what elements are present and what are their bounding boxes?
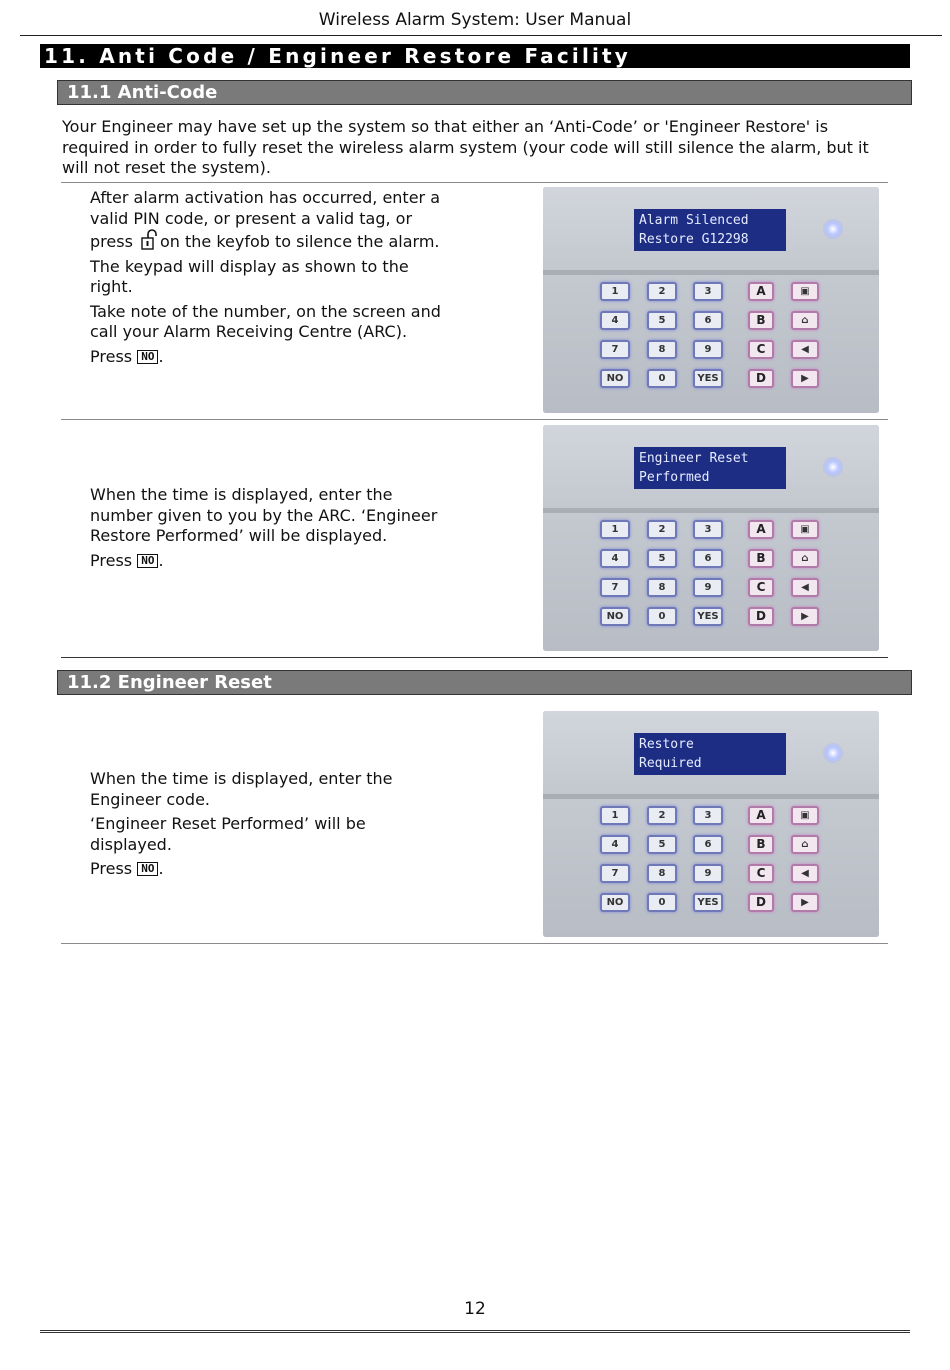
keypad-function-key-icon: ⌂ <box>791 835 819 854</box>
keypad-key-d: D <box>748 893 774 912</box>
keypad-function-key-icon: ▣ <box>791 806 819 825</box>
keypad-key-0: 0 <box>647 893 677 912</box>
keypad-key-3: 3 <box>693 806 723 825</box>
keypad-key-9: 9 <box>693 340 723 359</box>
keypad-key-2: 2 <box>647 282 677 301</box>
keypad-key-d: D <box>748 607 774 626</box>
keypad-key-1: 1 <box>600 282 630 301</box>
press-instruction: Press NO . <box>90 859 164 878</box>
keypad-key-1: 1 <box>600 806 630 825</box>
no-key-icon: NO <box>137 862 158 876</box>
keypad-key-d: D <box>748 369 774 388</box>
step-paragraph: Take note of the number, on the screen and call your Alarm Receiving Centre (ARC). <box>90 301 441 341</box>
keypad-key-b: B <box>748 835 774 854</box>
section-title-engineer-reset: 11.2 Engineer Reset <box>57 670 912 695</box>
keypad-lcd-display: Engineer Reset Performed <box>634 447 786 489</box>
keypad-lcd-display: Alarm Silenced Restore G12298 <box>634 209 786 251</box>
keypad-function-key-icon: ▣ <box>791 282 819 301</box>
keypad-key-6: 6 <box>693 835 723 854</box>
status-led-icon <box>823 457 843 477</box>
engineer-reset-step-text <box>90 769 450 884</box>
keypad-key-a: A <box>748 520 774 539</box>
keypad-key-9: 9 <box>693 864 723 883</box>
keypad-key-0: 0 <box>647 369 677 388</box>
keypad-key-b: B <box>748 549 774 568</box>
keypad-key-c: C <box>748 340 774 359</box>
keypad-illustration <box>543 425 879 651</box>
keypad-illustration <box>543 187 879 413</box>
step-paragraph: When the time is displayed, enter the number given to you by the ARC. ‘Engineer Restore Performed’ will be displayed. <box>90 485 438 545</box>
row-divider <box>61 657 888 658</box>
keypad-function-key-icon: ⌂ <box>791 549 819 568</box>
keypad-key-b: B <box>748 311 774 330</box>
keypad-key-a: A <box>748 806 774 825</box>
keypad-key-no: NO <box>600 607 630 626</box>
row-divider <box>61 182 888 183</box>
keypad-key-0: 0 <box>647 607 677 626</box>
row-divider <box>61 943 888 944</box>
keyfob-unlock-icon <box>140 229 158 251</box>
header-divider <box>20 35 942 36</box>
keypad-function-key-icon: ⌂ <box>791 311 819 330</box>
keypad-key-4: 4 <box>600 311 630 330</box>
keypad-key-8: 8 <box>647 340 677 359</box>
section-title-anti-code: 11.1 Anti-Code <box>57 80 912 105</box>
keypad-key-yes: YES <box>693 607 723 626</box>
keypad-key-5: 5 <box>647 311 677 330</box>
keypad-key-9: 9 <box>693 578 723 597</box>
press-instruction: Press NO . <box>90 346 164 366</box>
keypad-key-7: 7 <box>600 578 630 597</box>
keypad-key-2: 2 <box>647 520 677 539</box>
keypad-key-2: 2 <box>647 806 677 825</box>
keypad-key-8: 8 <box>647 864 677 883</box>
status-led-icon <box>823 219 843 239</box>
keypad-function-key-icon: ◀ <box>791 578 819 597</box>
keypad-key-no: NO <box>600 369 630 388</box>
step-paragraph: When the time is displayed, enter the Engineer code. <box>90 769 393 809</box>
status-led-icon <box>823 743 843 763</box>
keypad-key-3: 3 <box>693 520 723 539</box>
keypad-illustration <box>543 711 879 937</box>
step-paragraph: After alarm activation has occurred, enter a valid PIN code, or present a valid tag, or press on the keyfob to silence the alarm. <box>90 188 441 251</box>
keypad-key-4: 4 <box>600 549 630 568</box>
press-instruction: Press NO . <box>90 550 164 570</box>
keypad-key-7: 7 <box>600 864 630 883</box>
page-header-title: Wireless Alarm System: User Manual <box>318 10 632 30</box>
anti-code-step-2-text <box>90 485 450 575</box>
keypad-function-key-icon: ◀ <box>791 864 819 883</box>
keypad-key-no: NO <box>600 893 630 912</box>
chapter-title: 11. Anti Code / Engineer Restore Facility <box>40 44 910 68</box>
keypad-key-c: C <box>748 578 774 597</box>
keypad-key-a: A <box>748 282 774 301</box>
keypad-function-key-icon: ▣ <box>791 520 819 539</box>
keypad-key-3: 3 <box>693 282 723 301</box>
row-divider <box>61 419 888 420</box>
keypad-key-4: 4 <box>600 835 630 854</box>
keypad-key-5: 5 <box>647 549 677 568</box>
keypad-key-c: C <box>748 864 774 883</box>
page-number: 12 <box>464 1299 486 1319</box>
step-paragraph: ‘Engineer Reset Performed’ will be displayed. <box>90 814 366 854</box>
keypad-function-key-icon: ◀ <box>791 340 819 359</box>
keypad-function-key-icon: ▶ <box>791 607 819 626</box>
keypad-lcd-display: Restore Required <box>634 733 786 775</box>
no-key-icon: NO <box>137 350 158 364</box>
keypad-key-1: 1 <box>600 520 630 539</box>
footer-divider <box>40 1330 910 1334</box>
step-paragraph: The keypad will display as shown to the right. <box>90 256 409 296</box>
no-key-icon: NO <box>137 554 158 568</box>
keypad-key-yes: YES <box>693 893 723 912</box>
keypad-key-5: 5 <box>647 835 677 854</box>
anti-code-intro: Your Engineer may have set up the system so that either an ‘Anti-Code’ or 'Engineer Restore' is required in order to fully reset the wireless alarm system (your code will still silence the alarm, but it will not reset the system). <box>62 117 869 177</box>
keypad-key-8: 8 <box>647 578 677 597</box>
keypad-key-7: 7 <box>600 340 630 359</box>
keypad-function-key-icon: ▶ <box>791 369 819 388</box>
keypad-function-key-icon: ▶ <box>791 893 819 912</box>
anti-code-step-1-text <box>90 188 450 371</box>
keypad-key-6: 6 <box>693 549 723 568</box>
keypad-key-6: 6 <box>693 311 723 330</box>
keypad-key-yes: YES <box>693 369 723 388</box>
